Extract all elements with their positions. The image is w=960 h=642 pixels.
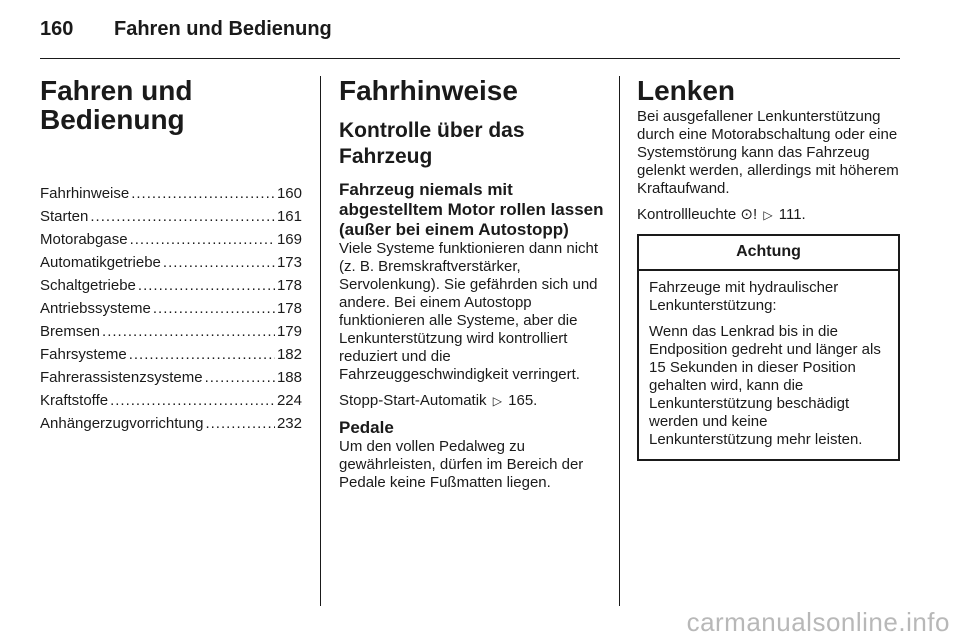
running-title: Fahren und Bedienung bbox=[114, 18, 332, 40]
chapter-title-line-1: Fahren und bbox=[40, 75, 193, 106]
cross-reference-label: Kontrollleuchte bbox=[637, 206, 737, 223]
toc-item-page: 179 bbox=[276, 323, 302, 340]
steering-column bbox=[637, 76, 900, 461]
toc-item[interactable] bbox=[40, 205, 302, 228]
cross-reference-page[interactable]: 111. bbox=[778, 206, 806, 223]
section-title: Lenken bbox=[637, 75, 736, 106]
toc-item-label: Motorabgase bbox=[40, 231, 128, 248]
chapter-title bbox=[40, 76, 302, 134]
toc-item-label: Fahrerassistenzsysteme bbox=[40, 369, 203, 386]
warning-box bbox=[637, 234, 900, 461]
column-divider-2 bbox=[619, 76, 620, 606]
toc-item[interactable] bbox=[40, 251, 302, 274]
warning-paragraph: Fahrzeuge mit hydraulischer Lenkunterstützung: bbox=[649, 279, 839, 314]
toc-item[interactable] bbox=[40, 343, 302, 366]
header-divider bbox=[40, 58, 900, 59]
topic-title-rolling: Fahrzeug niemals mit abgestelltem Motor rollen lassen (außer bei einem Autostopp) bbox=[339, 180, 604, 239]
subsection-title: Kontrolle über das Fahrzeug bbox=[339, 119, 525, 168]
warning-body bbox=[639, 271, 898, 459]
section-title: Fahrhinweise bbox=[339, 75, 518, 106]
chapter-column bbox=[40, 76, 302, 435]
toc-item-page: 188 bbox=[276, 369, 302, 386]
toc-item-page: 160 bbox=[276, 185, 302, 202]
toc-item[interactable] bbox=[40, 182, 302, 205]
toc-item-page: 178 bbox=[276, 277, 302, 294]
toc-item-label: Kraftstoffe bbox=[40, 392, 109, 409]
toc-item-label: Fahrsysteme bbox=[40, 346, 127, 363]
toc-item-page: 178 bbox=[276, 300, 302, 317]
cross-reference bbox=[339, 392, 604, 410]
cross-reference bbox=[637, 206, 900, 224]
toc-item-page: 169 bbox=[276, 231, 302, 248]
toc-item-page: 232 bbox=[276, 415, 302, 432]
topic-body-pedals: Um den vollen Pedalweg zu gewährleisten, dürfen im Bereich der Pedale keine Fußmatten liegen. bbox=[339, 438, 584, 491]
toc-item-page: 173 bbox=[276, 254, 302, 271]
toc-item[interactable] bbox=[40, 297, 302, 320]
toc-item[interactable] bbox=[40, 274, 302, 297]
topic-body-rolling: Viele Systeme funktionieren dann nicht (z. B. Bremskraftverstärker, Servolenkung). Sie gefährden sich und andere. Bei einem Autostopp funktionieren alle Systeme, aber die Lenkunterstützung wird kontrolliert reduziert und die Fahrzeuggeschwindigkeit verringert. bbox=[339, 240, 599, 383]
toc-item[interactable] bbox=[40, 412, 302, 435]
steering-body: Bei ausgefallener Lenkunterstützung durch eine Motorabschaltung oder eine Systemstörung kann das Fahrzeug gelenkt werden, allerdings mit höherem Kraftaufwand. bbox=[637, 108, 899, 197]
page-reference-arrow-icon: ▷ bbox=[763, 208, 773, 222]
toc-item-page: 161 bbox=[276, 208, 302, 225]
page-number: 160 bbox=[40, 18, 74, 40]
toc-item-label: Anhängerzugvorrichtung bbox=[40, 415, 204, 432]
toc-item-label: Fahrhinweise bbox=[40, 185, 130, 202]
toc-item-label: Schaltgetriebe bbox=[40, 277, 136, 294]
warning-title: Achtung bbox=[639, 236, 898, 271]
toc-item[interactable] bbox=[40, 389, 302, 412]
topic-title-pedals: Pedale bbox=[339, 418, 394, 437]
toc-item-label: Bremsen bbox=[40, 323, 101, 340]
chapter-title-line-2: Bedienung bbox=[40, 104, 185, 135]
cross-reference-label: Stopp-Start-Automatik bbox=[339, 392, 487, 409]
toc-item-page: 182 bbox=[276, 346, 302, 363]
toc-item-page: 224 bbox=[276, 392, 302, 409]
cross-reference-page[interactable]: 165. bbox=[508, 392, 538, 409]
steering-warning-light-icon: ⊙! bbox=[740, 206, 758, 223]
toc-item-label: Automatikgetriebe bbox=[40, 254, 161, 271]
toc-item[interactable] bbox=[40, 320, 302, 343]
table-of-contents bbox=[40, 182, 302, 435]
toc-item[interactable] bbox=[40, 228, 302, 251]
column-divider-1 bbox=[320, 76, 321, 606]
watermark: carmanualsonline.info bbox=[686, 607, 950, 637]
driving-tips-column bbox=[339, 76, 604, 500]
page-reference-arrow-icon: ▷ bbox=[492, 394, 502, 408]
warning-paragraph: Wenn das Lenkrad bis in die Endposition gedreht und länger als 15 Sekunden in dieser Position gehalten wird, kann die Lenkunterstützung beschädigt werden und keine Lenkunterstützung mehr leisten. bbox=[649, 323, 881, 448]
toc-item-label: Antriebssysteme bbox=[40, 300, 151, 317]
toc-item-label: Starten bbox=[40, 208, 89, 225]
toc-item[interactable] bbox=[40, 366, 302, 389]
